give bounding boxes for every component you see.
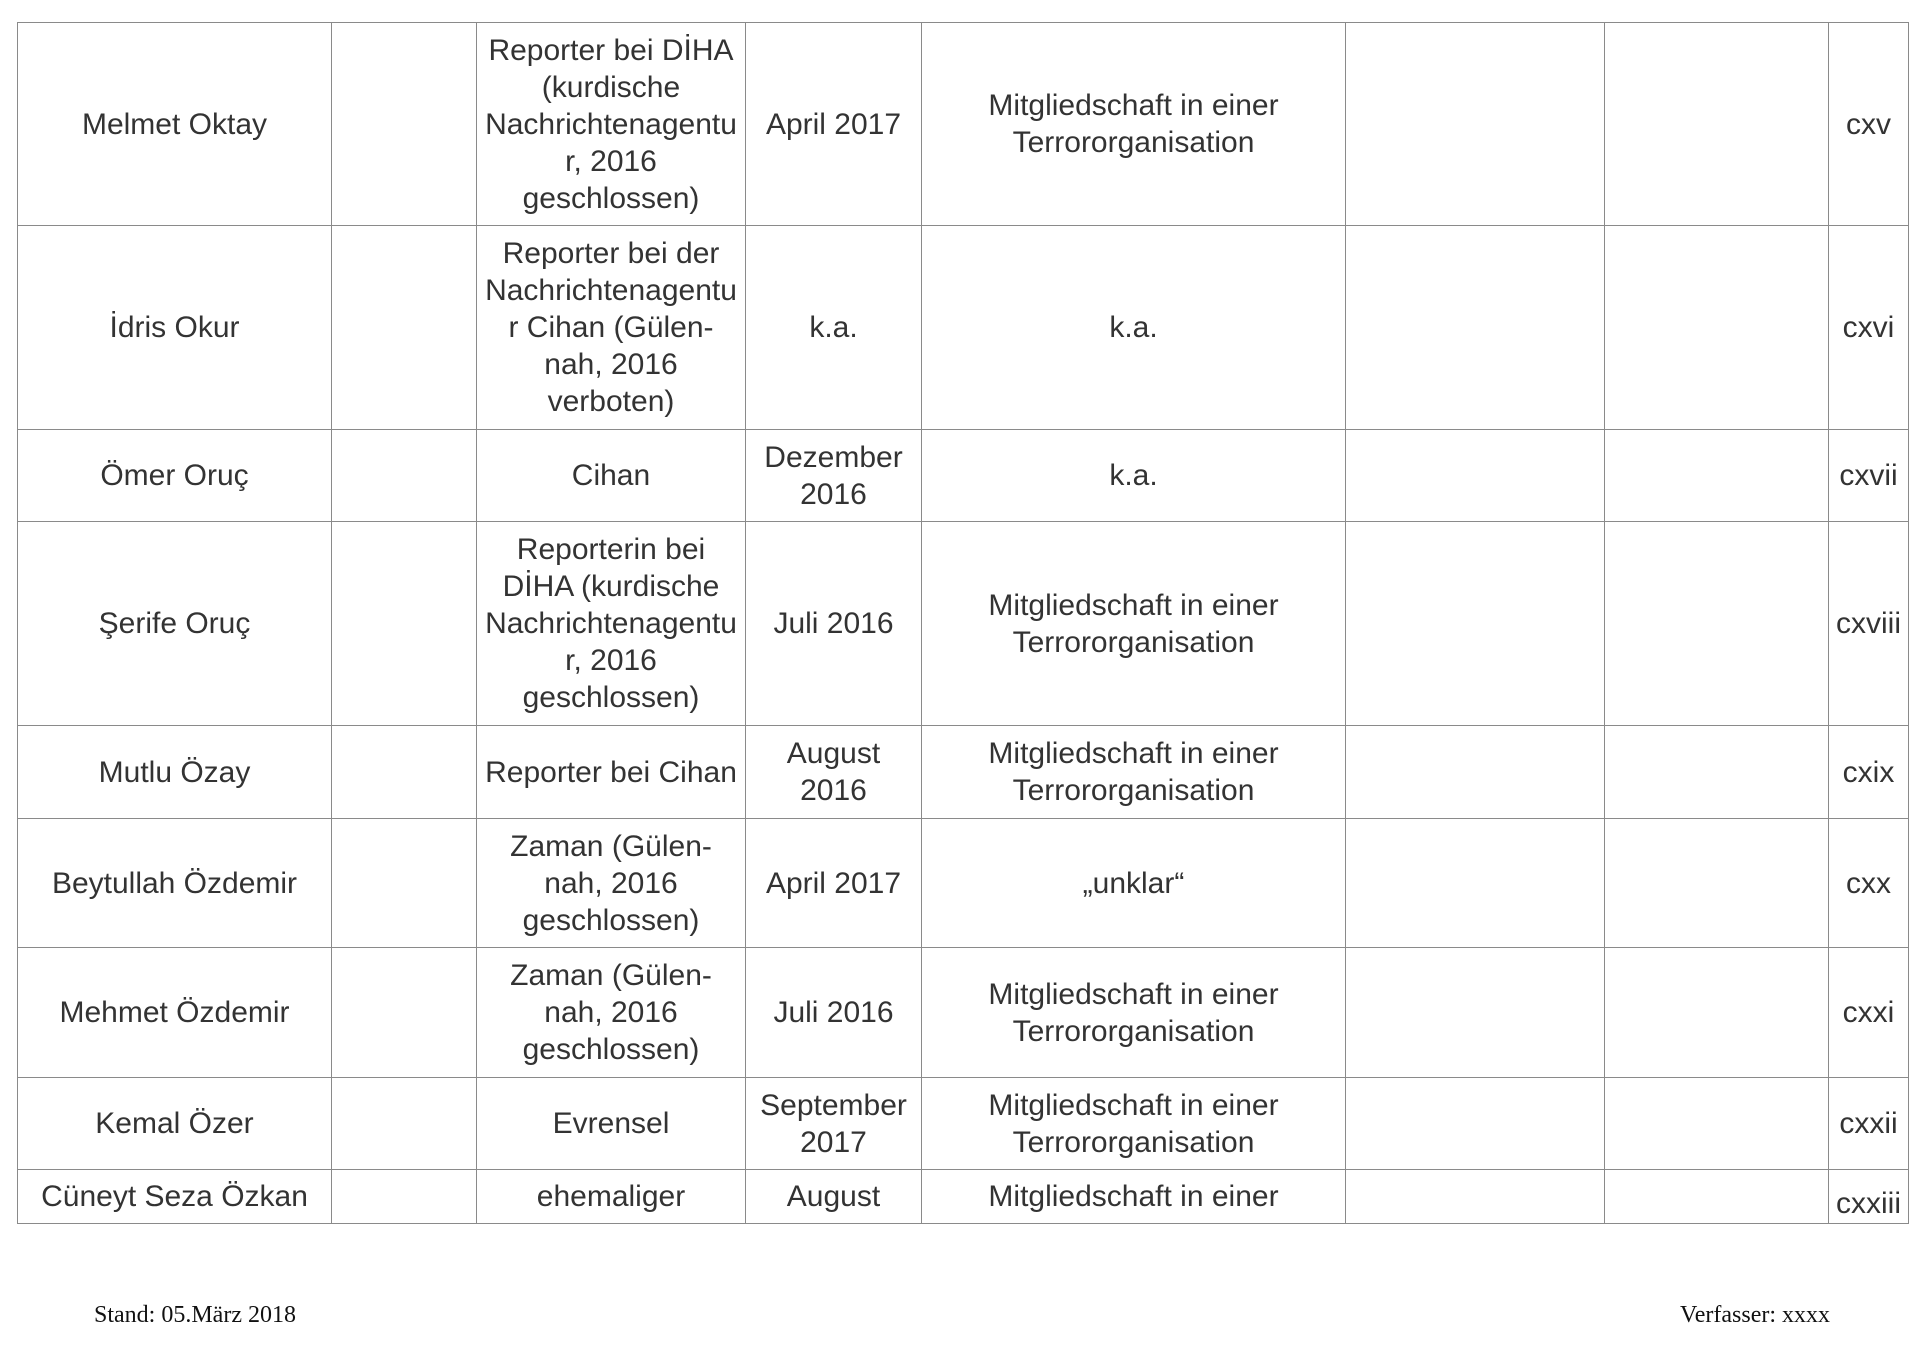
footer-author: Verfasser: xxxx [1680, 1302, 1830, 1328]
charge-cell: Mitgliedschaft in einer Terrororganisation [922, 726, 1346, 819]
name-cell: Beytullah Özdemir [18, 819, 332, 948]
empty-cell [1605, 226, 1829, 430]
charge-cell: k.a. [922, 226, 1346, 430]
empty-cell [1605, 23, 1829, 226]
outlet-cell: ehemaliger [477, 1170, 746, 1224]
table-row [18, 430, 1909, 522]
name-cell: Ömer Oruç [18, 430, 332, 522]
footnote-ref-cell: cxv [1829, 23, 1909, 226]
empty-cell [1346, 819, 1605, 948]
empty-cell [332, 1078, 477, 1170]
empty-cell [1346, 522, 1605, 726]
footnote-ref-cell: cxvii [1829, 430, 1909, 522]
outlet-cell: Zaman (Gülen-nah, 2016 geschlossen) [477, 948, 746, 1078]
empty-cell [332, 23, 477, 226]
empty-cell [1605, 1170, 1829, 1224]
empty-cell [332, 522, 477, 726]
empty-cell [332, 430, 477, 522]
empty-cell [1605, 430, 1829, 522]
outlet-cell: Reporter bei DİHA (kurdische Nachrichtenagentur, 2016 geschlossen) [477, 23, 746, 226]
table-row [18, 522, 1909, 726]
footnote-ref-cell: cxxiii [1829, 1170, 1909, 1224]
name-cell: Kemal Özer [18, 1078, 332, 1170]
empty-cell [1346, 1078, 1605, 1170]
charge-cell: Mitgliedschaft in einer Terrororganisation [922, 23, 1346, 226]
empty-cell [1346, 23, 1605, 226]
charge-cell: Mitgliedschaft in einer Terrororganisation [922, 948, 1346, 1078]
outlet-cell: Reporter bei Cihan [477, 726, 746, 819]
footnote-ref-cell: cxxii [1829, 1078, 1909, 1170]
outlet-cell: Cihan [477, 430, 746, 522]
table-row [18, 1078, 1909, 1170]
date-cell: April 2017 [746, 23, 922, 226]
empty-cell [1346, 226, 1605, 430]
charge-cell: Mitgliedschaft in einer Terrororganisation [922, 1078, 1346, 1170]
footnote-ref-cell: cxix [1829, 726, 1909, 819]
name-cell: Mehmet Özdemir [18, 948, 332, 1078]
table-row [18, 1170, 1909, 1224]
empty-cell [1346, 726, 1605, 819]
empty-cell [332, 226, 477, 430]
empty-cell [1605, 948, 1829, 1078]
empty-cell [1605, 522, 1829, 726]
table-row [18, 726, 1909, 819]
outlet-cell: Evrensel [477, 1078, 746, 1170]
outlet-cell: Zaman (Gülen-nah, 2016 geschlossen) [477, 819, 746, 948]
empty-cell [332, 1170, 477, 1224]
date-cell: September 2017 [746, 1078, 922, 1170]
date-cell: August 2016 [746, 726, 922, 819]
empty-cell [332, 948, 477, 1078]
outlet-cell: Reporter bei der Nachrichtenagentur Cihan (Gülen-nah, 2016 verboten) [477, 226, 746, 430]
name-cell: İdris Okur [18, 226, 332, 430]
empty-cell [1346, 430, 1605, 522]
date-cell: Juli 2016 [746, 522, 922, 726]
footnote-ref-cell: cxx [1829, 819, 1909, 948]
empty-cell [1605, 726, 1829, 819]
charge-cell: Mitgliedschaft in einer [922, 1170, 1346, 1224]
table-row [18, 948, 1909, 1078]
name-cell: Cüneyt Seza Özkan [18, 1170, 332, 1224]
empty-cell [1605, 819, 1829, 948]
name-cell: Melmet Oktay [18, 23, 332, 226]
charge-cell: Mitgliedschaft in einer Terrororganisation [922, 522, 1346, 726]
date-cell: Dezember 2016 [746, 430, 922, 522]
empty-cell [332, 726, 477, 819]
name-cell: Mutlu Özay [18, 726, 332, 819]
table-row [18, 226, 1909, 430]
empty-cell [1346, 948, 1605, 1078]
footer-date: Stand: 05.März 2018 [94, 1302, 296, 1328]
date-cell: April 2017 [746, 819, 922, 948]
date-cell: Juli 2016 [746, 948, 922, 1078]
empty-cell [1605, 1078, 1829, 1170]
table-row [18, 819, 1909, 948]
name-cell: Şerife Oruç [18, 522, 332, 726]
footnote-ref-cell: cxxi [1829, 948, 1909, 1078]
table-row [18, 23, 1909, 226]
journalist-table [17, 22, 1909, 1224]
charge-cell: „unklar“ [922, 819, 1346, 948]
outlet-cell: Reporterin bei DİHA (kurdische Nachrichtenagentur, 2016 geschlossen) [477, 522, 746, 726]
charge-cell: k.a. [922, 430, 1346, 522]
empty-cell [1346, 1170, 1605, 1224]
footnote-ref-cell: cxvi [1829, 226, 1909, 430]
date-cell: k.a. [746, 226, 922, 430]
date-cell: August [746, 1170, 922, 1224]
empty-cell [332, 819, 477, 948]
footnote-ref-cell: cxviii [1829, 522, 1909, 726]
